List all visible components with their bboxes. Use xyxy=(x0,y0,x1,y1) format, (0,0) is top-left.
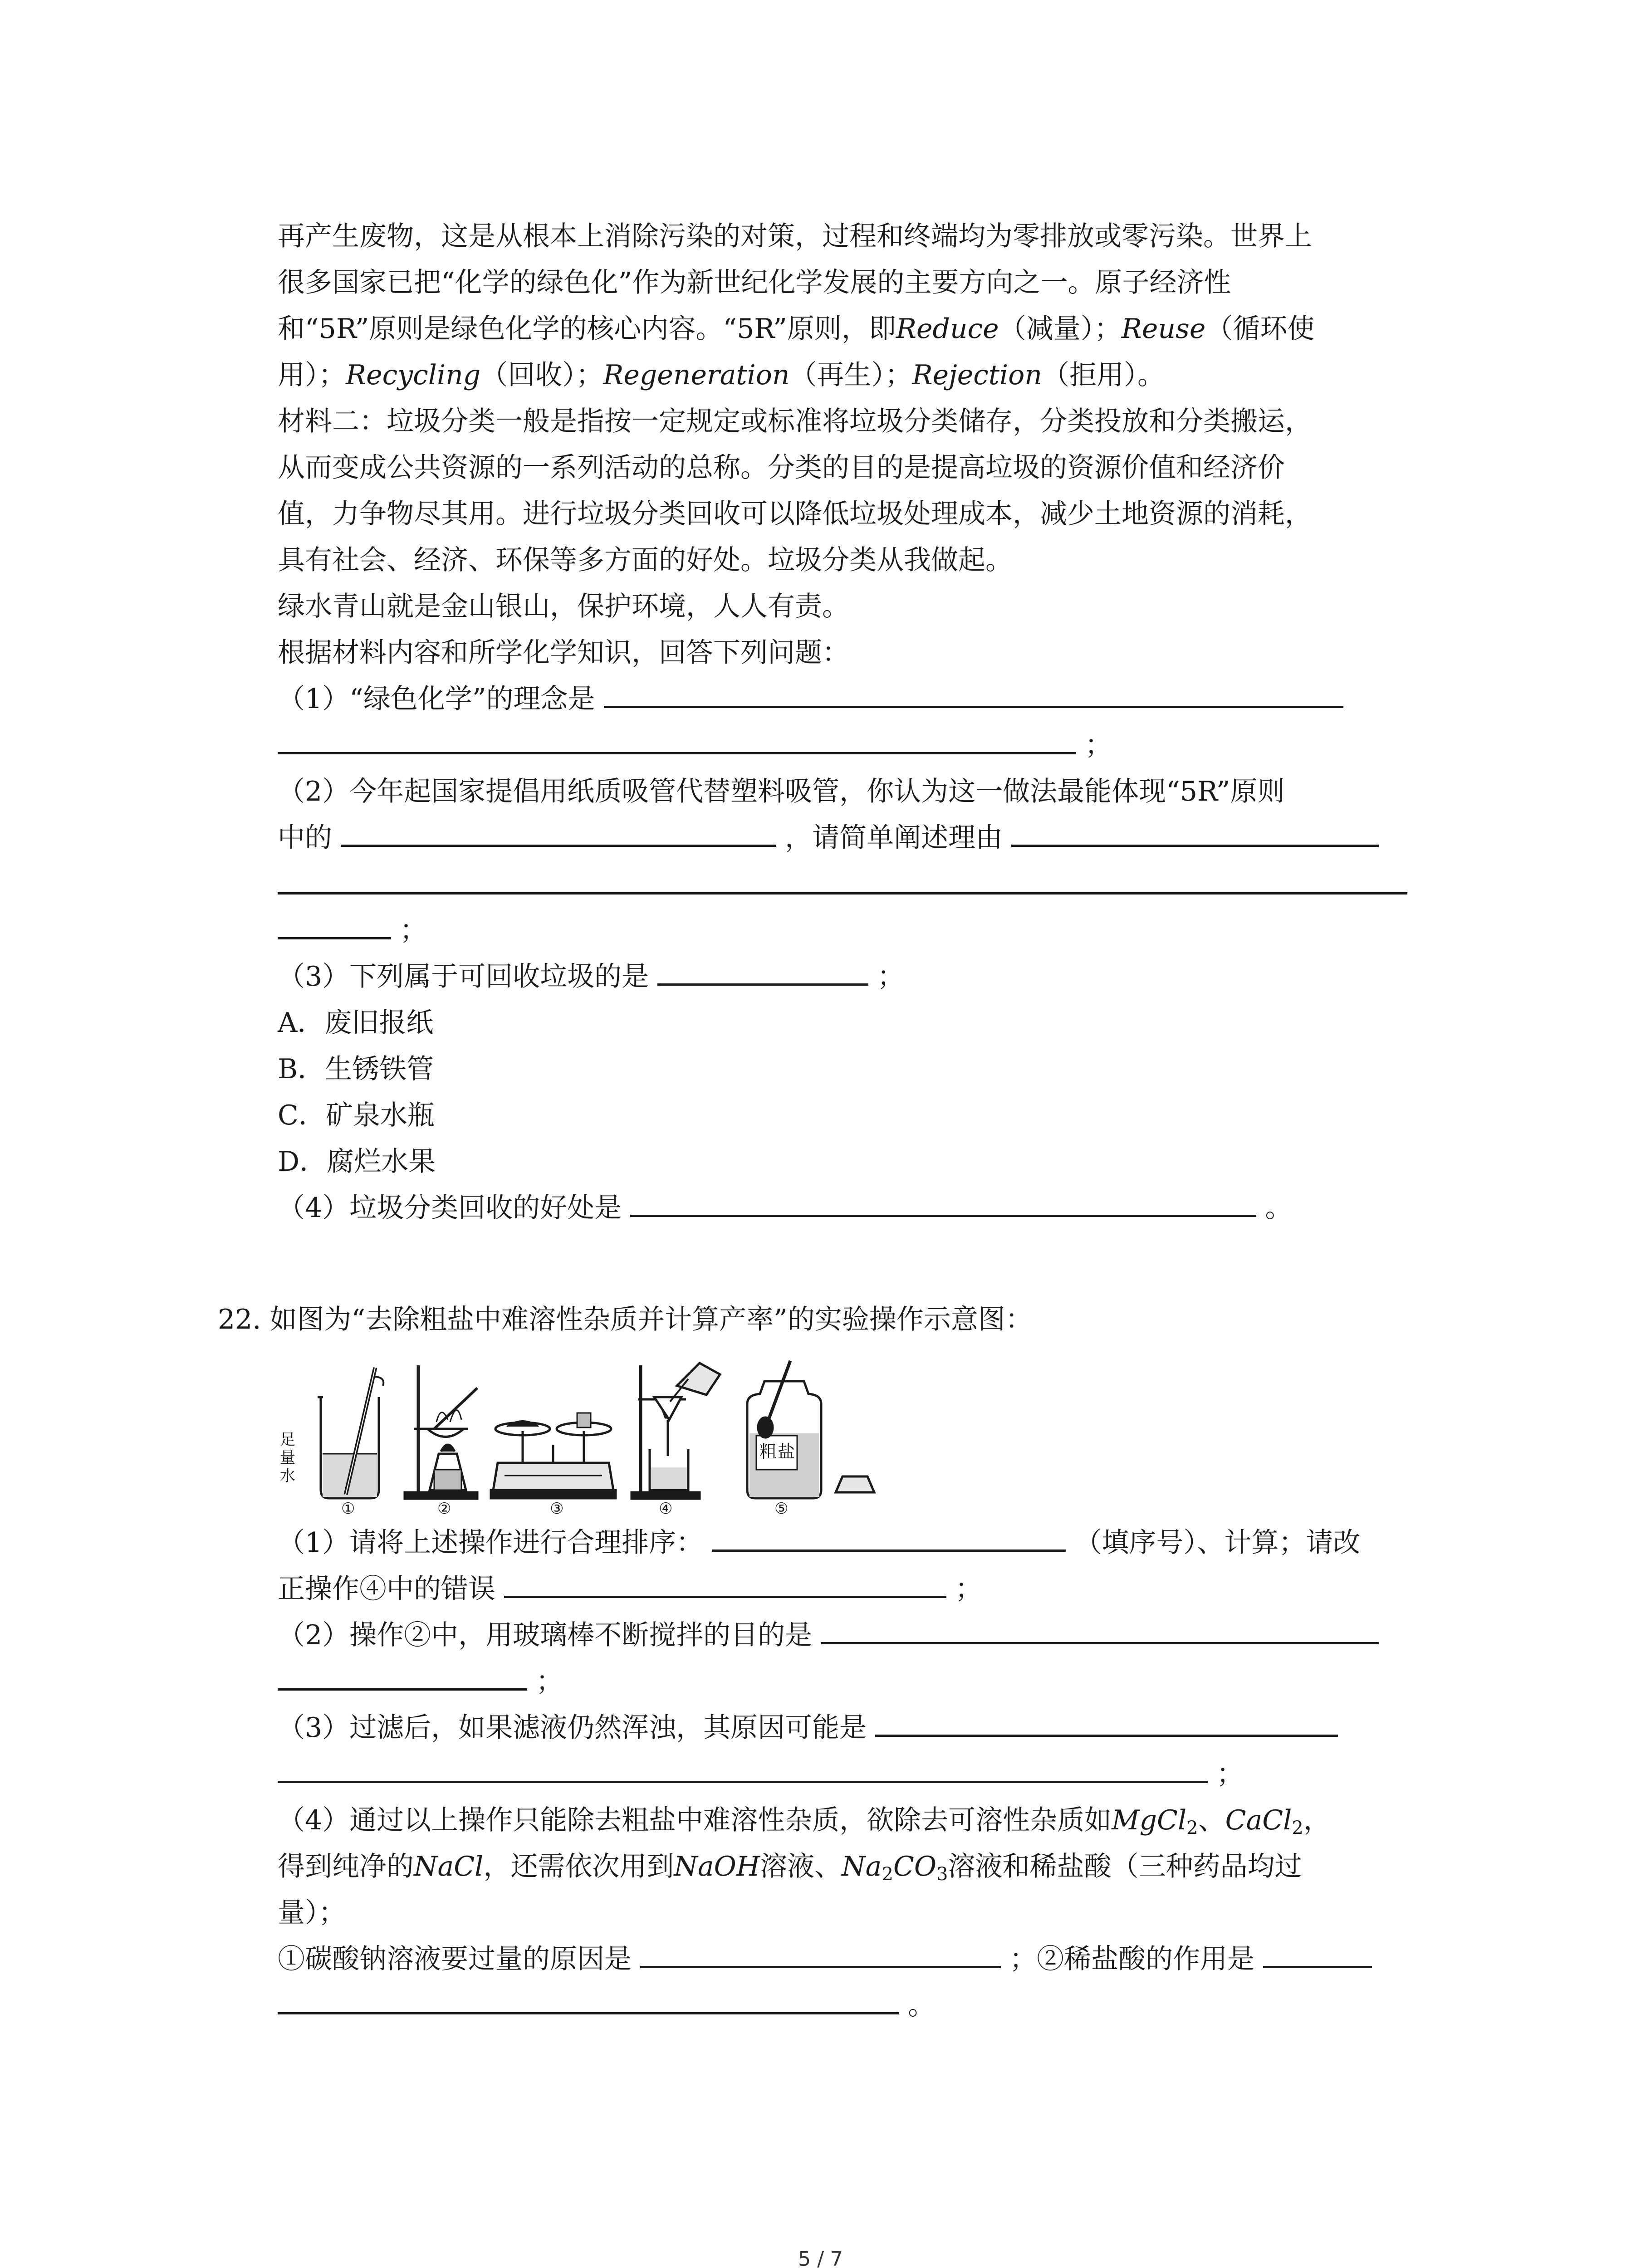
q22-part-2 xyxy=(278,1612,1439,1658)
q22-part-4-subquestion: ；②稀盐酸的作用是 xyxy=(1009,1943,1255,1975)
answer-blank[interactable] xyxy=(278,1752,1208,1783)
regeneration-term: Regeneration xyxy=(603,359,790,391)
reuse-term: Reuse xyxy=(1121,313,1206,345)
answer-blank[interactable] xyxy=(341,816,776,847)
paragraph-line: 材料二：垃圾分类一般是指按一定规定或标准将垃圾分类储存，分类投放和分类搬运， xyxy=(278,406,1312,437)
punctuation: ， xyxy=(1303,1804,1331,1836)
question-21-block xyxy=(278,213,1439,1231)
paragraph-line: 再产生废物，这是从根本上消除污染的对策，过程和终端均为零排放或零污染。世界上 xyxy=(278,220,1312,252)
page-number: 5 / 7 xyxy=(798,2248,843,2268)
step-label: ④ xyxy=(659,1500,673,1517)
q21-part-4 xyxy=(278,1185,1439,1231)
five-r-line-1 xyxy=(278,306,1439,352)
answer-blank[interactable] xyxy=(630,1186,1256,1217)
answer-blank[interactable] xyxy=(278,863,1407,894)
experiment-figure xyxy=(278,1354,958,1517)
paragraph-line: 从而变成公共资源的一系列活动的总称。分类的目的是提高垃圾的资源价值和经济价 xyxy=(278,452,1285,484)
q22-part-3 xyxy=(278,1705,1439,1751)
punctuation: 。 xyxy=(1265,1192,1293,1224)
punctuation: ； xyxy=(955,1573,983,1605)
paragraph-line: 具有社会、经济、环保等多方面的好处。垃圾分类从我做起。 xyxy=(278,544,1013,576)
option-c: C．矿泉水瓶 xyxy=(278,1100,435,1131)
subscript: 2 xyxy=(1292,1818,1303,1838)
q22-part-4-text: （4）通过以上操作只能除去粗盐中难溶性杂质，欲除去可溶性杂质如 xyxy=(278,1804,1112,1836)
water-label: 水 xyxy=(280,1467,295,1485)
answer-blank[interactable] xyxy=(712,1520,1066,1552)
q21-part-3-prompt: （3）下列属于可回收垃圾的是 xyxy=(278,961,649,992)
rejection-cn: （拒用）。 xyxy=(1042,359,1165,391)
five-r-text: 和“5R”原则是绿色化学的核心内容。“5R”原则，即 xyxy=(278,313,896,345)
filtration-setup-icon xyxy=(632,1363,720,1517)
q21-part-1-continuation xyxy=(278,722,1439,768)
answer-blank[interactable] xyxy=(875,1706,1338,1737)
q22-part-3-line-2 xyxy=(278,1751,1439,1797)
q22-part-4-line-2 xyxy=(278,1843,1439,1890)
answer-blank[interactable] xyxy=(604,677,1343,708)
q21-part-2-text: 中的 xyxy=(278,822,332,854)
answer-blank[interactable] xyxy=(278,908,391,939)
answer-blank[interactable] xyxy=(278,1659,527,1691)
option-b: B．生锈铁管 xyxy=(278,1053,434,1085)
q22-part-4-line-5 xyxy=(278,1982,1439,2028)
five-r-text: 用）； xyxy=(278,359,346,391)
q22-part-1-line-2 xyxy=(278,1566,1439,1612)
salt-bottle-icon xyxy=(747,1361,874,1517)
rejection-term: Rejection xyxy=(912,359,1042,391)
formula-nacl: NaCl xyxy=(414,1851,484,1882)
q22-part-4 xyxy=(278,1797,1439,1843)
answer-blank[interactable] xyxy=(278,723,1076,754)
q21-part-1 xyxy=(278,676,1439,722)
paragraph-line: 值，力争物尽其用。进行垃圾分类回收可以降低垃圾处理成本，减少土地资源的消耗， xyxy=(278,498,1312,530)
answer-blank[interactable] xyxy=(1263,1937,1372,1968)
step-label: ⑤ xyxy=(774,1500,789,1517)
reduce-cn: （减量）； xyxy=(999,313,1122,345)
paragraph-line: 绿水青山就是金山银山，保护环境，人人有责。 xyxy=(278,591,849,622)
water-label: 足 xyxy=(280,1431,295,1449)
punctuation: ； xyxy=(400,914,427,946)
punctuation: ； xyxy=(1216,1758,1244,1790)
water-label: 量 xyxy=(280,1449,295,1467)
q21-part-3 xyxy=(278,953,1439,1000)
q22-part-3-prompt: （3）过滤后，如果滤液仍然浑浊，其原因可能是 xyxy=(278,1712,867,1744)
q22-part-4-subquestion: ①碳酸钠溶液要过量的原因是 xyxy=(278,1943,632,1975)
answer-blank[interactable] xyxy=(640,1937,1001,1968)
evaporation-setup-icon xyxy=(405,1365,477,1517)
recycling-cn: （回收）； xyxy=(480,359,603,391)
question-number: 22. xyxy=(218,1304,261,1335)
answer-blank[interactable] xyxy=(821,1613,1379,1644)
answer-blank[interactable] xyxy=(657,954,868,986)
punctuation: ； xyxy=(877,961,905,992)
answer-blank[interactable] xyxy=(504,1567,946,1598)
q22-part-4-text: ，还需依次用到 xyxy=(483,1851,674,1882)
formula-na2co3: Na xyxy=(842,1851,882,1882)
q22-part-4-text: 得到纯净的 xyxy=(278,1851,414,1882)
punctuation: 、 xyxy=(1198,1804,1225,1836)
option-a: A．废旧报纸 xyxy=(278,1007,434,1039)
step-label: ③ xyxy=(550,1500,564,1517)
five-r-line-2 xyxy=(278,352,1439,398)
formula-naoh: NaOH xyxy=(674,1851,760,1882)
paragraph-line: 很多国家已把“化学的绿色化”作为新世纪化学发展的主要方向之一。原子经济性 xyxy=(278,267,1231,298)
formula-mgcl2: MgCl xyxy=(1112,1804,1187,1836)
balance-scale-icon xyxy=(491,1413,616,1517)
answer-blank[interactable] xyxy=(278,1983,899,2014)
subscript: 2 xyxy=(882,1864,893,1885)
q21-part-2-line-2 xyxy=(278,815,1439,861)
regeneration-cn: （再生）； xyxy=(789,359,912,391)
q21-part-1-prompt: （1）“绿色化学”的理念是 xyxy=(278,683,595,715)
subscript: 3 xyxy=(936,1864,948,1885)
punctuation: ； xyxy=(1085,729,1112,761)
salt-label: 盐 xyxy=(778,1442,795,1461)
q21-part-2-rule xyxy=(278,861,1439,907)
q22-part-1-prompt: （1）请将上述操作进行合理排序： xyxy=(278,1527,704,1559)
formula-cacl2: CaCl xyxy=(1225,1804,1292,1836)
q22-part-4-text: 溶液和稀盐酸（三种药品均过 xyxy=(948,1851,1302,1882)
subscript: 2 xyxy=(1186,1818,1198,1838)
q22-part-1-text: （填序号）、计算；请改 xyxy=(1074,1527,1361,1559)
punctuation: ； xyxy=(536,1666,563,1697)
salt-label: 粗 xyxy=(759,1442,777,1461)
q21-part-2-line-4 xyxy=(278,907,1439,953)
q21-part-2-text: ，请简单阐述理由 xyxy=(785,822,1003,854)
paragraph-line: 根据材料内容和所学化学知识，回答下列问题： xyxy=(278,637,849,669)
q22-part-4-text: 溶液、 xyxy=(760,1851,842,1882)
q22-part-2-line-2 xyxy=(278,1658,1439,1705)
punctuation: 。 xyxy=(908,1989,936,2021)
question-22-block xyxy=(278,1520,1439,2028)
question-stem: 如图为“去除粗盐中难溶性杂质并计算产率”的实验操作示意图： xyxy=(269,1304,1033,1335)
recycling-term: Recycling xyxy=(346,359,481,391)
question-22-heading xyxy=(218,1296,1033,1343)
q22-part-2-prompt: （2）操作②中，用玻璃棒不断搅拌的目的是 xyxy=(278,1619,813,1651)
q22-part-4-line-4 xyxy=(278,1936,1439,1982)
reduce-term: Reduce xyxy=(896,313,999,345)
reuse-cn: （循环使 xyxy=(1205,313,1315,345)
q22-part-4-line-3: 量）； xyxy=(278,1897,346,1929)
q22-part-1 xyxy=(278,1520,1439,1566)
q22-part-1-text: 正操作④中的错误 xyxy=(278,1573,495,1605)
step-label: ② xyxy=(437,1500,451,1517)
step-label: ① xyxy=(341,1500,355,1517)
option-d: D．腐烂水果 xyxy=(278,1146,436,1178)
dissolving-beaker-icon xyxy=(280,1368,383,1517)
q21-part-4-prompt: （4）垃圾分类回收的好处是 xyxy=(278,1192,622,1224)
q21-part-2: （2）今年起国家提倡用纸质吸管代替塑料吸管，你认为这一做法最能体现“5R”原则 xyxy=(278,776,1285,807)
answer-blank[interactable] xyxy=(1011,816,1379,847)
formula-na2co3: CO xyxy=(893,1851,937,1882)
